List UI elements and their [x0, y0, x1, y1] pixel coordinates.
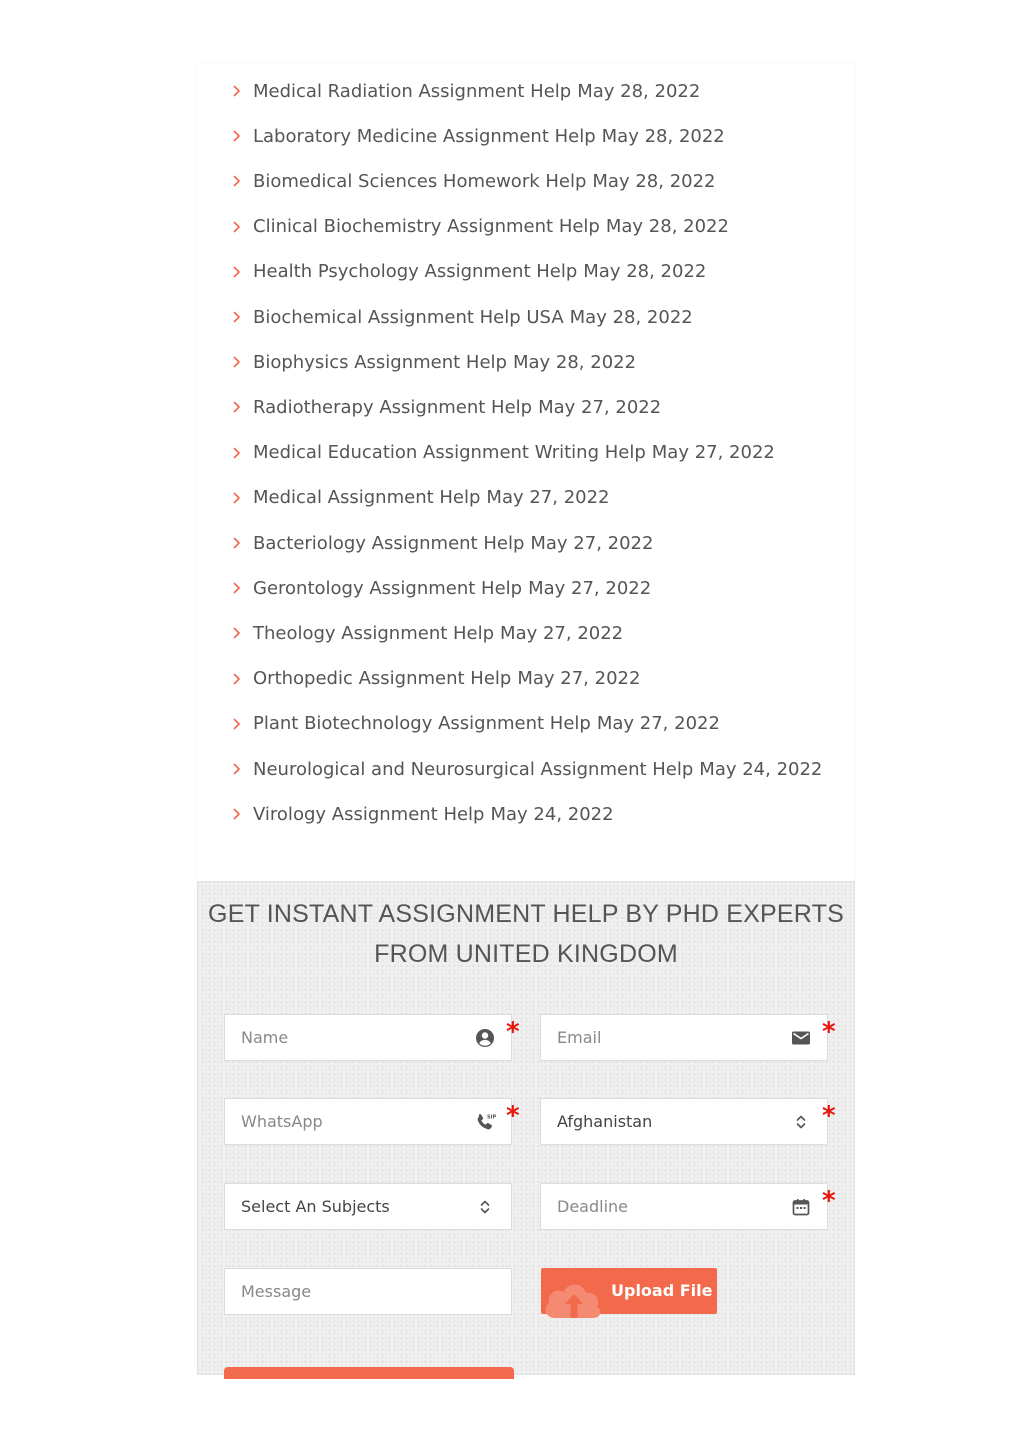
recent-post-date: May 27, 2022 [517, 668, 641, 690]
recent-post-date: May 28, 2022 [512, 351, 637, 373]
chevron-up-down-icon [475, 1197, 495, 1217]
recent-post-item [233, 573, 651, 603]
envelope-icon [791, 1028, 811, 1048]
recent-post-date: May 28, 2022 [592, 170, 716, 192]
name-required-mark: * [506, 1017, 520, 1047]
form-heading [198, 894, 854, 974]
email-field [540, 1014, 828, 1061]
recent-post-date: May 24, 2022 [490, 803, 614, 825]
recent-post-item [233, 166, 716, 196]
recent-post-date: May 27, 2022 [538, 396, 662, 418]
recent-post-link[interactable]: Medical Radiation Assignment Help [253, 80, 572, 102]
chevron-right-icon [233, 212, 253, 242]
recent-post-date: May 27, 2022 [651, 442, 775, 464]
message-field [224, 1268, 512, 1315]
cloud-upload-icon [543, 1274, 605, 1318]
email-required-mark: * [822, 1017, 836, 1047]
recent-post-item [233, 121, 725, 151]
country-select[interactable] [540, 1098, 828, 1145]
chevron-up-down-icon [791, 1112, 811, 1132]
recent-post-item [233, 618, 623, 648]
recent-post-item [233, 392, 661, 422]
form-heading-line-1: GET INSTANT ASSIGNMENT HELP BY PHD EXPERTS [208, 900, 844, 928]
user-circle-icon [475, 1028, 495, 1048]
email-input[interactable] [541, 1015, 761, 1060]
recent-post-link[interactable]: Plant Biotechnology Assignment Help [253, 713, 591, 735]
calendar-icon [791, 1197, 811, 1217]
recent-post-item [233, 302, 693, 332]
assignment-help-form [197, 881, 855, 1375]
recent-post-link[interactable]: Medical Education Assignment Writing Help [253, 442, 646, 464]
recent-post-date: May 28, 2022 [577, 80, 701, 102]
recent-post-item [233, 212, 729, 242]
chevron-right-icon [233, 618, 253, 648]
recent-post-link[interactable]: Orthopedic Assignment Help [253, 668, 512, 690]
chevron-right-icon [233, 347, 253, 377]
message-input[interactable] [225, 1269, 445, 1314]
recent-post-link[interactable]: Biophysics Assignment Help [253, 351, 507, 373]
subject-select[interactable] [224, 1183, 512, 1230]
recent-post-link[interactable]: Health Psychology Assignment Help [253, 261, 578, 283]
recent-post-link[interactable]: Radiotherapy Assignment Help [253, 396, 533, 418]
recent-post-link[interactable]: Medical Assignment Help [253, 487, 481, 509]
recent-post-item [233, 799, 614, 829]
recent-post-item [233, 528, 653, 558]
upload-file-button[interactable] [541, 1268, 717, 1314]
chevron-right-icon [233, 257, 253, 287]
sip-phone-icon [475, 1112, 495, 1132]
recent-post-date: May 27, 2022 [596, 713, 720, 735]
recent-post-link[interactable]: Neurological and Neurosurgical Assignment Help [253, 758, 694, 780]
subject-selected-value: Select An Subjects [241, 1197, 390, 1216]
recent-post-item [233, 438, 775, 468]
svg-text:SIP: SIP [487, 1114, 497, 1121]
recent-post-date: May 28, 2022 [605, 216, 729, 238]
submit-button[interactable] [224, 1367, 514, 1379]
recent-post-item [233, 347, 636, 377]
chevron-right-icon [233, 166, 253, 196]
recent-post-date: May 24, 2022 [699, 758, 823, 780]
upload-file-label: Upload File [611, 1281, 713, 1300]
form-heading-line-2: FROM UNITED KINGDOM [374, 940, 678, 968]
chevron-right-icon [233, 438, 253, 468]
recent-post-date: May 27, 2022 [486, 487, 610, 509]
chevron-right-icon [233, 392, 253, 422]
name-field [224, 1014, 512, 1061]
chevron-right-icon [233, 799, 253, 829]
recent-post-link[interactable]: Biochemical Assignment Help USA [253, 306, 564, 328]
recent-post-item [233, 709, 720, 739]
name-input[interactable] [225, 1015, 445, 1060]
recent-post-date: May 28, 2022 [601, 125, 725, 147]
chevron-right-icon [233, 709, 253, 739]
recent-post-link[interactable]: Virology Assignment Help [253, 803, 485, 825]
recent-posts-panel [197, 64, 855, 881]
recent-post-link[interactable]: Bacteriology Assignment Help [253, 532, 525, 554]
whatsapp-required-mark: * [506, 1101, 520, 1131]
recent-post-item [233, 664, 640, 694]
recent-post-date: May 27, 2022 [530, 532, 654, 554]
whatsapp-input[interactable] [225, 1099, 445, 1144]
recent-post-date: May 28, 2022 [583, 261, 707, 283]
recent-post-link[interactable]: Theology Assignment Help [253, 622, 495, 644]
recent-post-date: May 27, 2022 [528, 577, 652, 599]
chevron-right-icon [233, 121, 253, 151]
recent-post-item [233, 754, 822, 784]
recent-post-date: May 27, 2022 [500, 622, 624, 644]
chevron-right-icon [233, 483, 253, 513]
chevron-right-icon [233, 302, 253, 332]
recent-post-link[interactable]: Gerontology Assignment Help [253, 577, 523, 599]
chevron-right-icon [233, 528, 253, 558]
country-required-mark: * [822, 1101, 836, 1131]
chevron-right-icon [233, 754, 253, 784]
recent-post-link[interactable]: Biomedical Sciences Homework Help [253, 170, 587, 192]
recent-post-item [233, 257, 706, 287]
recent-post-date: May 28, 2022 [569, 306, 693, 328]
recent-post-item [233, 76, 700, 106]
chevron-right-icon [233, 664, 253, 694]
chevron-right-icon [233, 76, 253, 106]
deadline-required-mark: * [822, 1186, 836, 1216]
deadline-input[interactable] [541, 1184, 761, 1229]
whatsapp-field [224, 1098, 512, 1145]
recent-post-link[interactable]: Clinical Biochemistry Assignment Help [253, 216, 600, 238]
deadline-field [540, 1183, 828, 1230]
chevron-right-icon [233, 573, 253, 603]
country-selected-value: Afghanistan [557, 1112, 653, 1131]
recent-post-item [233, 483, 610, 513]
recent-post-link[interactable]: Laboratory Medicine Assignment Help [253, 125, 596, 147]
